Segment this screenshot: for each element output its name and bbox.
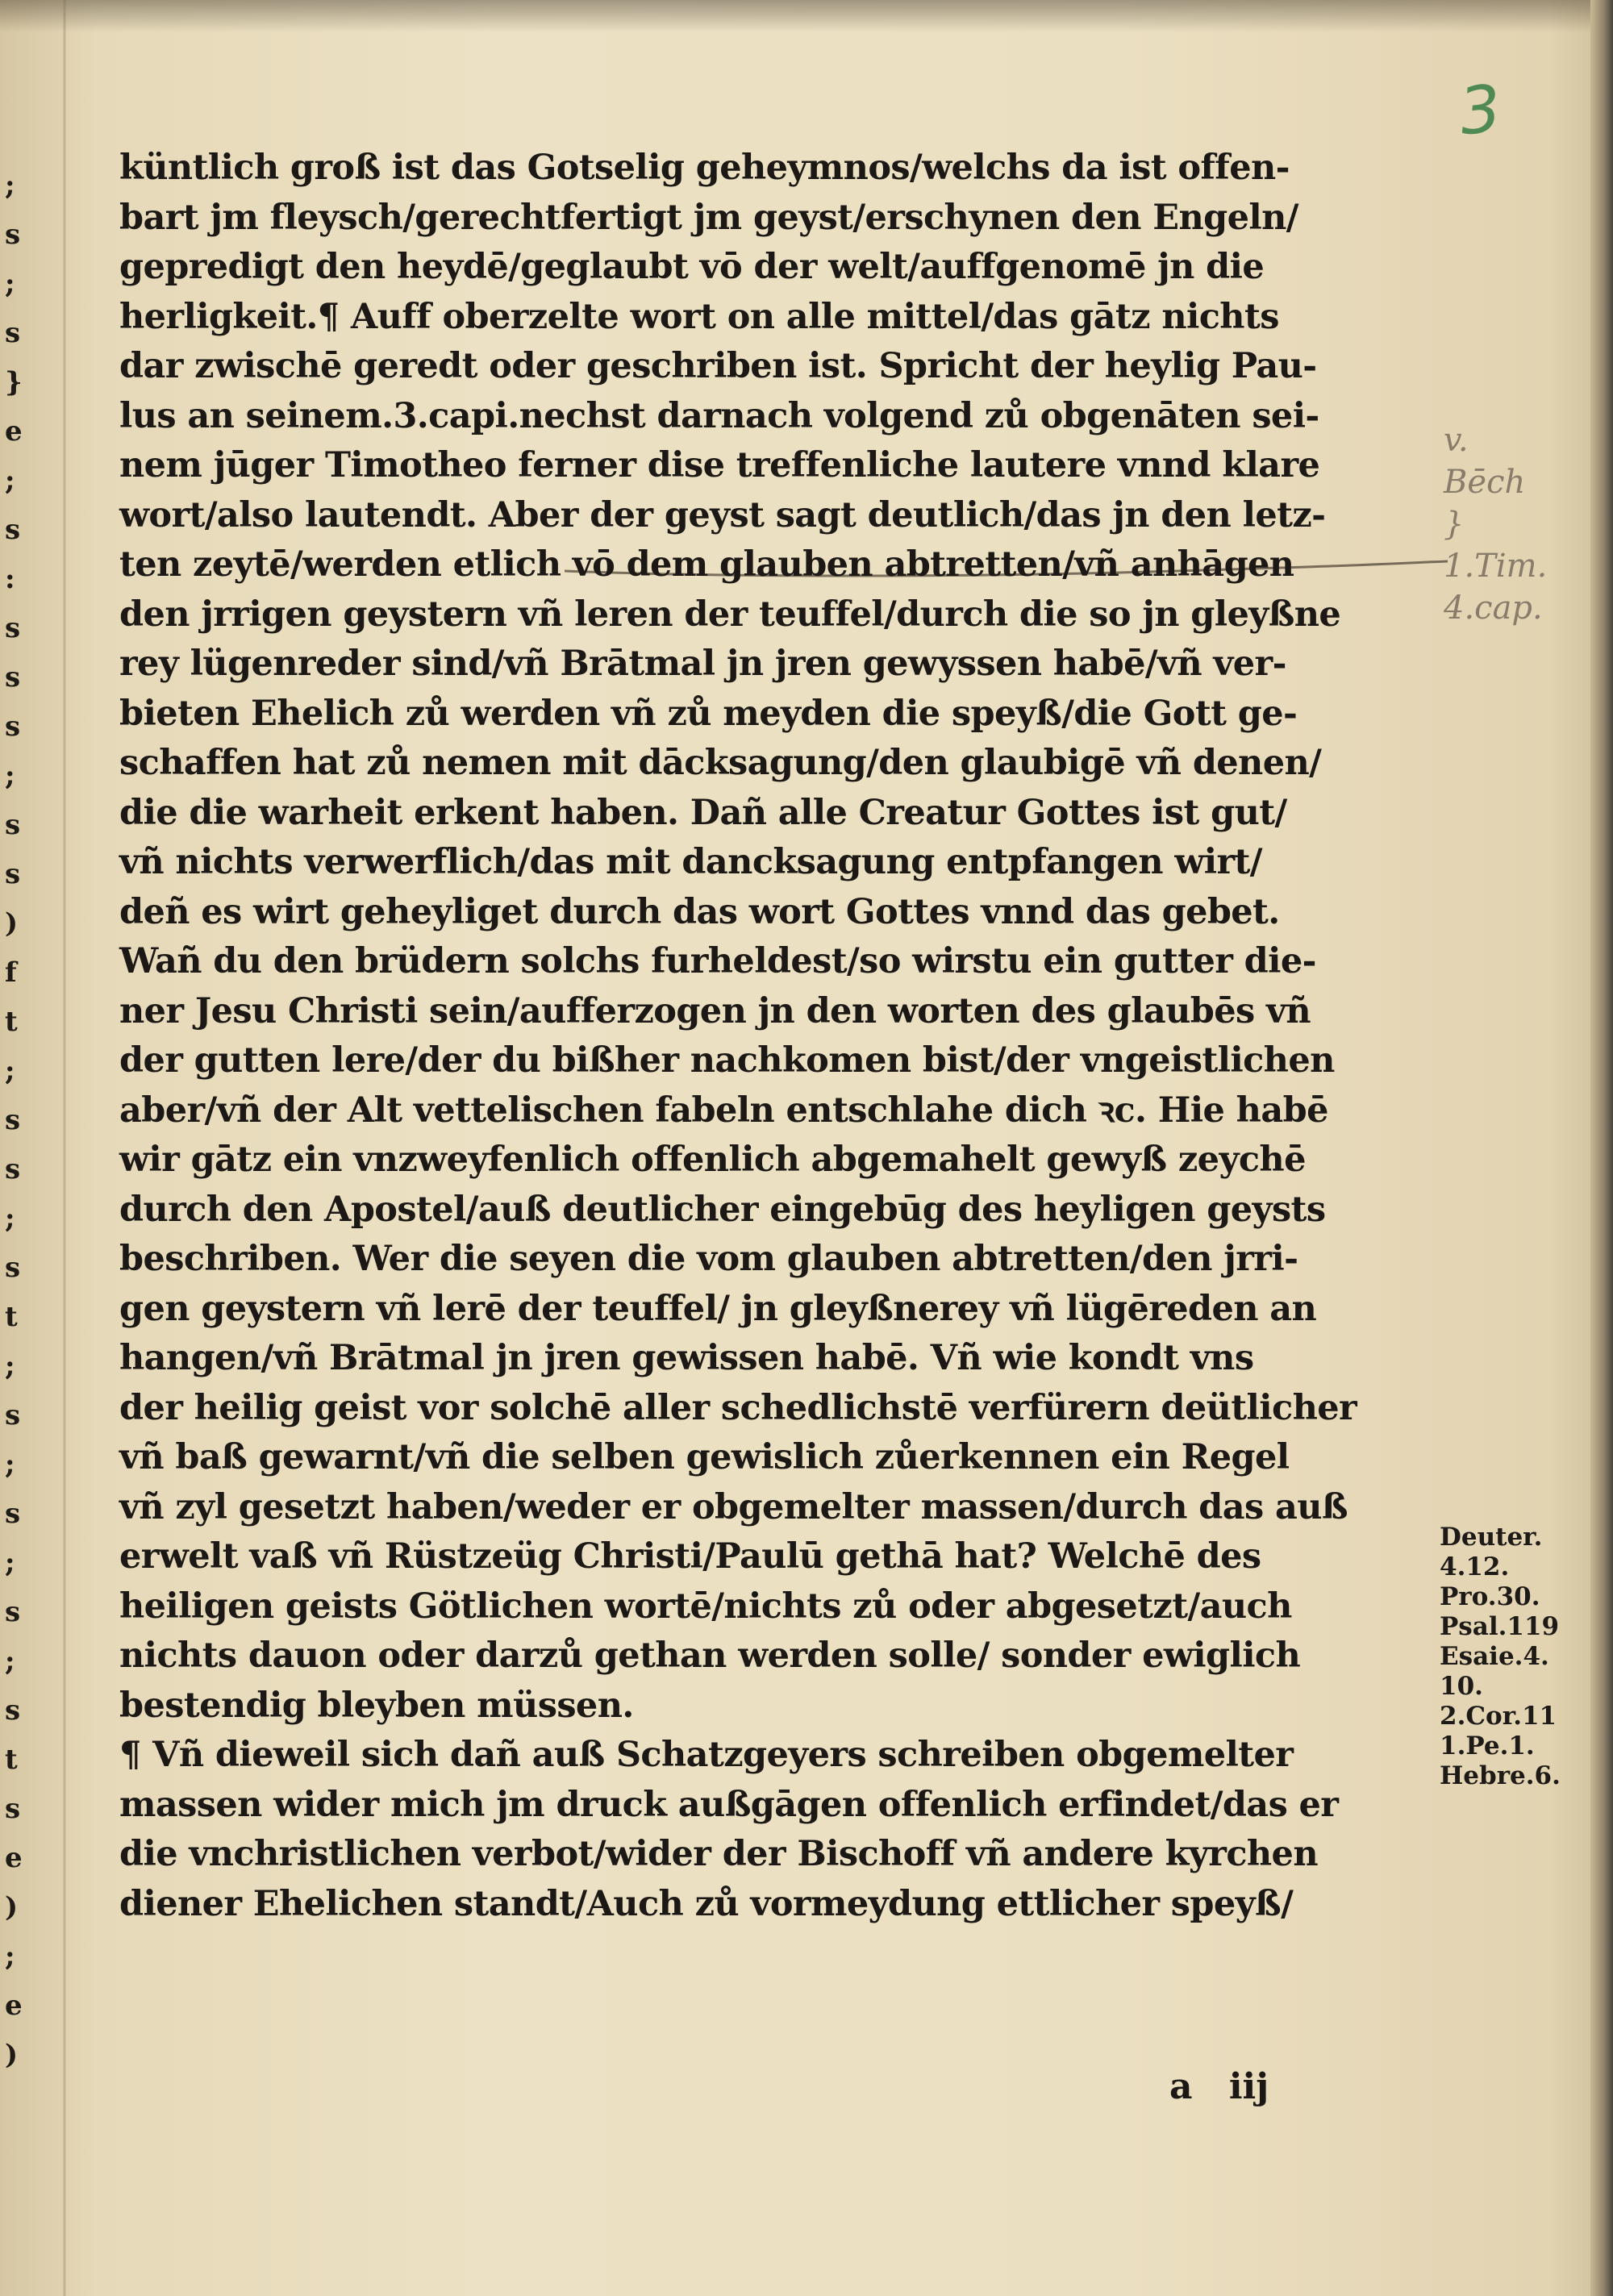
bleed-mark: s [5,1793,21,1825]
text-line: wir gātz ein vnzweyfenlich offenlich abgemahelt gewyß zeychē [119,1140,1306,1180]
bleed-mark: ; [5,1055,15,1087]
bleed-mark: s [5,661,21,694]
gutter-fold [63,0,66,2296]
bleed-mark: s [5,1596,21,1628]
manuscript-margin-notes [1444,419,1547,629]
text-line: schaffen hat zů nemen mit dācksagung/den glaubigē vñ denen/ [119,743,1322,783]
text-line: nichts dauon oder darzů gethan werden solle/ sonder ewiglich [119,1636,1301,1676]
manuscript-note: Bēch [1444,464,1526,501]
bleed-mark: e [5,415,23,448]
bleed-mark: ; [5,1202,15,1235]
text-line: bieten Ehelich zů werden vñ zů meyden die speyß/die Gott ge- [119,693,1298,734]
bleed-mark: f [5,956,17,989]
bleed-mark: ; [5,1448,15,1481]
bleed-mark: t [5,1301,18,1333]
bleed-mark: s [5,1252,21,1284]
page-edge [1590,0,1613,2296]
text-line: massen wider mich jm druck außgāgen offenlich erfindet/das er [119,1784,1339,1825]
text-line: vñ baß gewarnt/vñ die selben gewislich zůerkennen ein Regel [119,1437,1290,1477]
bleed-mark: s [5,809,21,841]
bleed-mark: s [5,1694,21,1727]
bleed-mark: s [5,710,21,743]
folio-number: 3 [1456,70,1505,150]
margin-note: 10. [1440,1672,1483,1701]
text-line: vñ zyl gesetzt haben/weder er obgemelter massen/durch das auß [119,1486,1348,1527]
margin-note: Esaie.4. [1440,1642,1549,1671]
bleed-mark: ; [5,169,15,202]
text-line: ¶ Vñ dieweil sich dañ auß Schatzgeyers schreiben obgemelter [119,1735,1294,1775]
margin-note: 2.Cor.11 [1440,1702,1557,1731]
bleed-mark: ; [5,1547,15,1579]
text-line: hangen/vñ Brātmal jn jren gewissen habē. Vñ wie kondt vns [119,1338,1254,1378]
manuscript-note: 1.Tim. [1444,548,1548,585]
text-line: durch den Apostel/auß deutlicher eingebūg des heyligen geysts [119,1189,1326,1230]
manuscript-note: } [1444,506,1465,543]
text-line: deñ es wirt geheyliget durch das wort Gottes vnnd das gebet. [119,891,1280,932]
text-line: bestendig bleyben müssen. [119,1685,634,1726]
margin-note: Deuter. [1440,1523,1543,1552]
margin-note: Hebre.6. [1440,1761,1561,1790]
margin-note: 1.Pe.1. [1440,1731,1535,1761]
text-line: die die warheit erkent haben. Dañ alle Creatur Gottes ist gut/ [119,792,1287,833]
text-line: lus an seinem.3.capi.nechst darnach volgend zů obgenāten sei- [119,395,1319,436]
text-line: herligkeit.¶ Auff oberzelte wort on alle mittel/das gātz nichts [119,296,1279,337]
text-line: gepredigt den heydē/geglaubt vō der welt/auffgenomē jn die [119,247,1265,287]
bleed-mark: ) [5,907,19,940]
text-line: Wañ du den brüdern solchs furheldest/so wirstu ein gutter die- [119,941,1316,981]
bleed-mark: s [5,1104,21,1136]
text-line: diener Ehelichen standt/Auch zů vormeydung ettlicher speyß/ [119,1883,1294,1924]
bleed-mark: s [5,514,21,546]
bleed-mark: ; [5,1350,15,1382]
manuscript-note: v. [1444,422,1469,459]
bleed-mark: ; [5,1940,15,1973]
bleed-mark: t [5,1744,18,1776]
text-line: nem jūger Timotheo ferner dise treffenliche lautere vnnd klare [119,445,1320,485]
top-shadow [0,0,1613,32]
text-line: aber/vñ der Alt vettelischen fabeln entschlahe dich ꝛc. Hie habē [119,1090,1328,1131]
previous-page-bleed-marks [5,161,37,2097]
text-line: küntlich groß ist das Gotselig geheymnos/welchs da ist offen- [119,148,1290,188]
text-line: ten zeytē/werden etlich vō dem glauben abtretten/vñ anhāgen [119,544,1294,585]
text-line: vñ nichts verwerflich/das mit dancksagung entpfangen wirt/ [119,842,1262,882]
bleed-mark: ; [5,1645,15,1677]
margin-note: Psal.119 [1440,1612,1560,1641]
bleed-mark: e [5,1990,23,2022]
bleed-mark: ) [5,1891,19,1923]
text-line: dar zwischē geredt oder geschriben ist. Spricht der heylig Pau- [119,346,1317,386]
bleed-mark: s [5,1399,21,1431]
bleed-mark: ; [5,465,15,497]
text-line: ner Jesu Christi sein/aufferzogen jn den worten des glaubēs vñ [119,990,1311,1031]
text-line: erwelt vaß vñ Rüstzeüg Christi/Paulū gethā hat? Welchē des [119,1536,1261,1577]
bleed-mark: : [5,563,15,595]
margin-note: Pro.30. [1440,1582,1540,1611]
manuscript-note: 4.cap. [1444,590,1543,627]
text-line: der heilig geist vor solchē aller schedlichstē verfürern deütlicher [119,1387,1357,1428]
text-line: gen geystern vñ lerē der teuffel/ jn gleyßnerey vñ lügēreden an [119,1288,1317,1329]
bleed-mark: t [5,1006,18,1038]
text-line: der gutten lere/der du bißher nachkomen bist/der vngeistlichen [119,1040,1335,1081]
bleed-mark: s [5,1153,21,1186]
text-line: die vnchristlichen verbot/wider der Bischoff vñ andere kyrchen [119,1834,1318,1874]
text-line: wort/also lautendt. Aber der geyst sagt deutlich/das jn den letz- [119,494,1326,535]
text-line: den jrrigen geystern vñ leren der teuffel/durch die so jn gleyßne [119,594,1341,635]
body-text [119,144,1410,1929]
bleed-mark: s [5,219,21,251]
bleed-mark: } [5,366,23,398]
bleed-mark: s [5,317,21,349]
bleed-mark: ) [5,2039,19,2071]
text-line: bart jm fleysch/gerechtfertigt jm geyst/erschynen den Engeln/ [119,197,1298,238]
text-line: beschriben. Wer die seyen die vom glauben abtretten/den jrri- [119,1239,1298,1279]
bleed-mark: ; [5,760,15,792]
bleed-mark: s [5,612,21,644]
printed-margin-notes [1440,1523,1561,1791]
signature-mark: a iij [1169,2066,1269,2107]
margin-note: 4.12. [1440,1552,1510,1581]
bleed-mark: s [5,858,21,890]
text-line: heiligen geists Götlichen wortē/nichts zů oder abgesetzt/auch [119,1586,1292,1627]
bleed-mark: s [5,1498,21,1530]
bleed-mark: ; [5,268,15,300]
bleed-mark: e [5,1842,23,1874]
text-line: rey lügenreder sind/vñ Brātmal jn jren gewyssen habē/vñ ver- [119,644,1286,684]
